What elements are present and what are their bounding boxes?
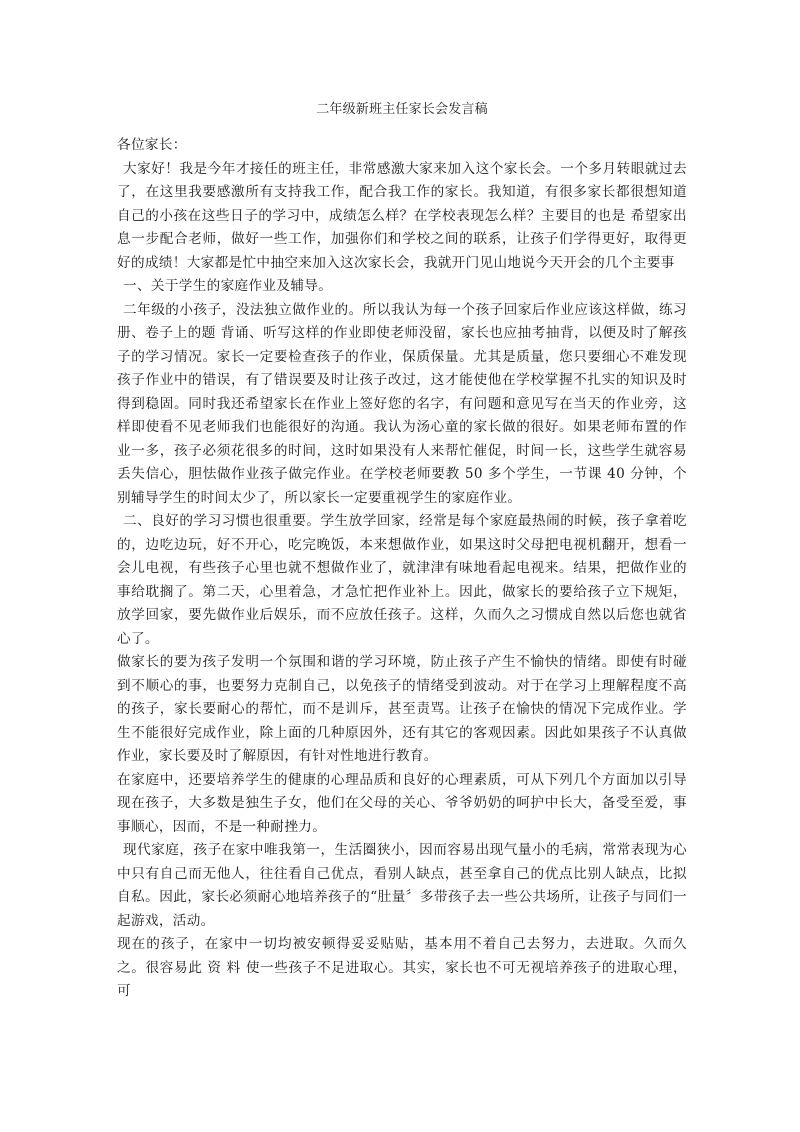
psychology-paragraph: 在家庭中，还要培养学生的健康的心理品质和良好的心理素质，可从下列几个方面加以引导现在孩子，大多数是独生子女，他们在父母的关心、爷爷奶奶的呵护中长大，备受至爱，事事顺心，因而，不是一种耐挫力。 — [117, 771, 687, 835]
motivation-paragraph: 现在的孩子，在家中一切均被安顿得妥妥贴贴，基本用不着自己去努力，去进取。久而久之。很容易此 资 料 使一些孩子不足进取心。其实，家长也不可无视培养孩子的进取心理，可 — [117, 936, 687, 999]
section-heading-homework: 一、关于学生的家庭作业及辅导。 — [123, 278, 333, 294]
environment-paragraph: 做家长的要为孩子发明一个氛围和谐的学习环境，防止孩子产生不愉快的情绪。即使有时碰到不顺心的事，也要努力克制自己，以免孩子的情绪受到波动。对于在学习上理解程度不高的孩子，家长要耐心的帮忙，而不是训斥，甚至责骂。让孩子在愉快的情况下完成作业。学生不能很好完成作业，除上面的几种原因外，还有其它的客观因素。因此如果孩子不认真做作业，家长要及时了解原因，有针对性地进行教育。 — [117, 654, 687, 764]
document-body — [117, 134, 687, 1004]
greeting-paragraph: 各位家长： — [117, 137, 187, 153]
homework-paragraph: 二年级的小孩子，没法独立做作业的。所以我认为每一个孩子回家后作业应该这样做，练习册、卷子上的题 背诵、听写这样的作业即使老师没留，家长也应抽考抽背，以便及时了解孩子的学习情况。家长一定要检查孩子的作业，保质保量。尤其是质量，您只要细心不难发现孩子作业中的错误，有了错误要及时让孩子改过，这才能使他在学校掌握不扎实的知识及时得到稳固。同时我还希望家长在作业上签好您的名字，有问题和意见写在当天的作业旁，这样即使看不见老师我们也能很好的沟通。我认为汤心童的家长做的很好。如果老师布置的作业一多，孩子必须花很多的时间，这时如果没有人来帮忙催促，时间一长，这些学生就容易丢失信心，胆怯做作业孩子做完作业。在学校老师要教 50 多个学生，一节课 40 分钟，个别辅导学生的时间太少了，所以家长一定要重视学生的家庭作业。 — [117, 301, 687, 506]
opening-paragraph: 大家好！我是今年才接任的班主任，非常感激大家来加入这个家长会。一个多月转眼就过去了，在这里我要感激所有支持我工作，配合我工作的家长。我知道，有很多家长都很想知道自己的小孩在这些日子的学习中，成绩怎么样？在学校表现怎么样？主要目的也是 希望家出息一步配合老师，做好一些工作，加强你们和学校之间的联系，让孩子们学得更好，取得更好的成绩！大家都是忙中抽空来加入这次家长会，我就开门见山地说今天开会的几个主要事 — [117, 160, 687, 271]
document-title: 二年级新班主任家长会发言稿 — [316, 102, 488, 117]
document-page — [117, 0, 687, 1132]
modern-family-paragraph: 现代家庭，孩子在家中唯我第一，生活圈狭小，因而容易出现气量小的毛病，常常表现为心中只有自己而无他人，往往看自己优点，看别人缺点，甚至拿自己的优点比别人缺点，比拟自私。因此，家长必须耐心地培养孩子的“肚量〞多带孩子去一些公共场所，让孩子与同们一起游戏，活动。 — [117, 842, 687, 929]
study-habits-paragraph: 二、良好的学习习惯也很重要。学生放学回家，经常是每个家庭最热闹的时候，孩子拿着吃的，边吃边玩，好不开心，吃完晚饭，本来想做作业，如果这时父母把电视机翻开，想看一会儿电视，有些孩子心里也就不想做作业了，就津津有味地看起电视来。结果，把做作业的事给耽搁了。第二天，心里着急，才急忙把作业补上。因此，做家长的要给孩子立下规矩，放学回家，要先做作业后娱乐，而不应放任孩子。这样，久而久之习惯成自然以后您也就省心了。 — [117, 513, 687, 647]
